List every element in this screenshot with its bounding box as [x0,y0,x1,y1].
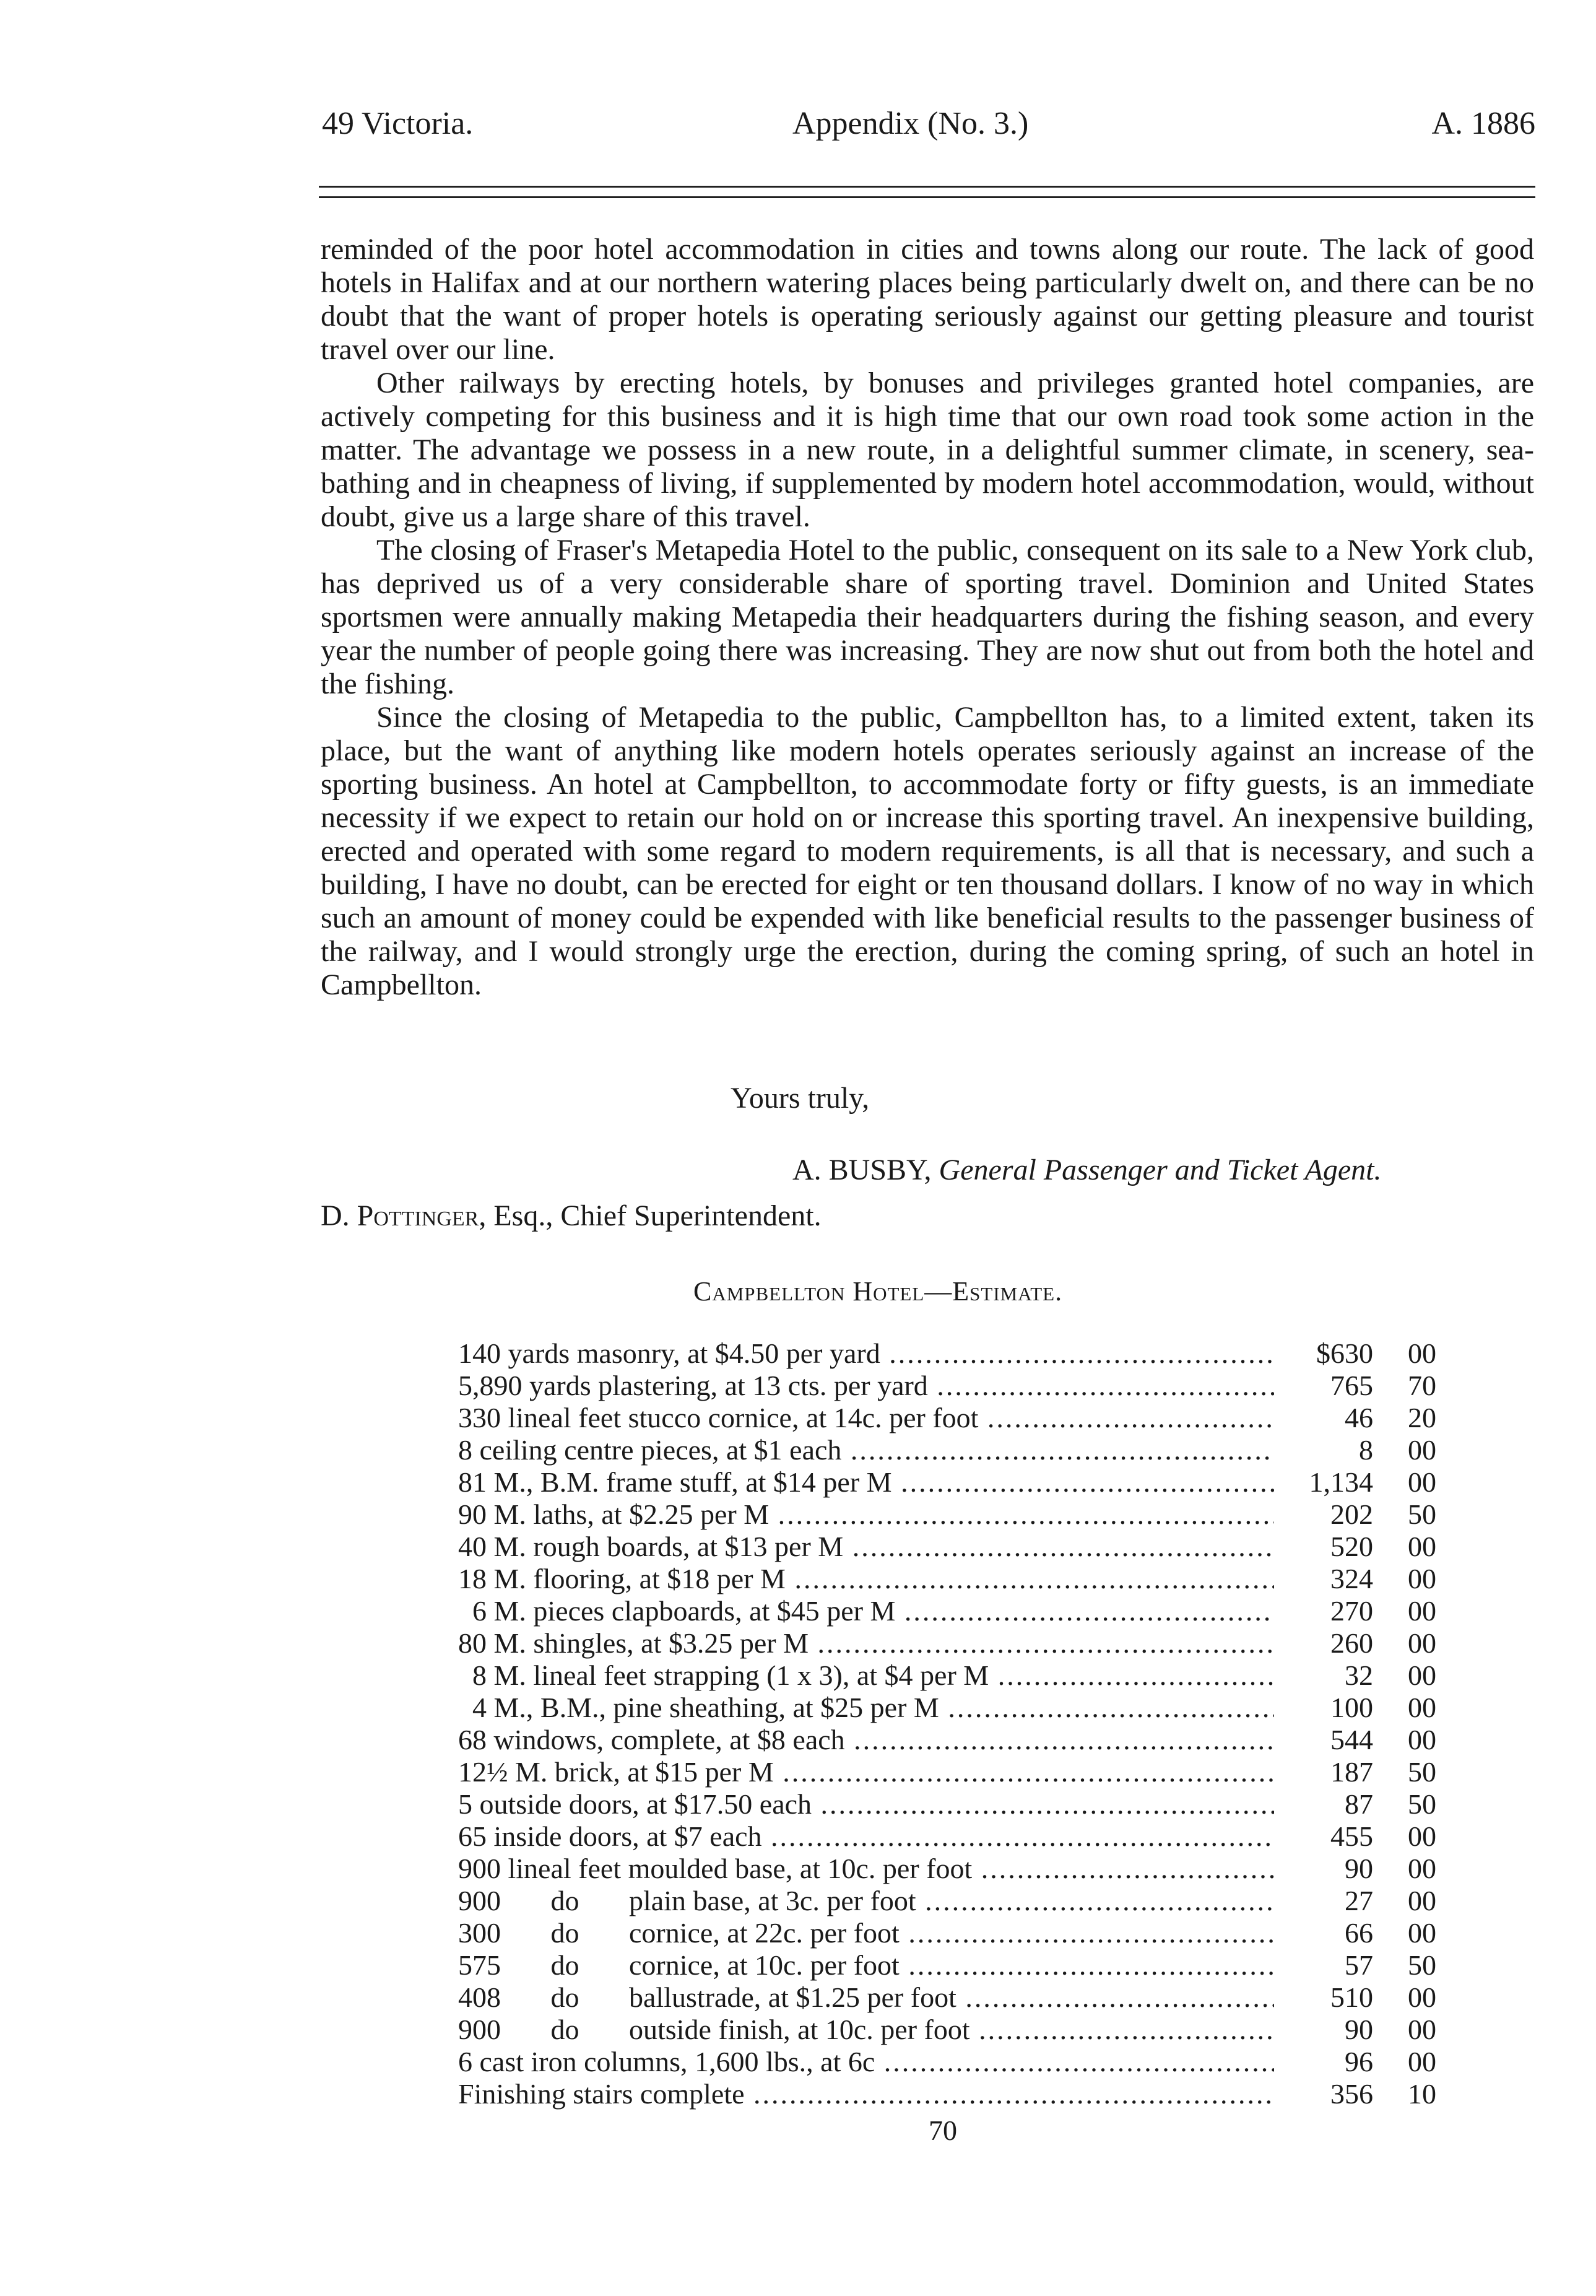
estimate-row [458,2014,1436,2046]
estimate-item-dollars: 8 [1359,1434,1373,1466]
estimate-item-description: 90 M. laths, at $2.25 per M ..... [458,1498,1274,1531]
estimate-item-description: 6 cast iron columns, 1,600 lbs., at 6c ..... [458,2046,1274,2078]
estimate-item-cents: 00 [1408,1981,1436,2013]
estimate-item-description: 18 M. flooring, at $18 per M ..... [458,1563,1274,1595]
estimate-item-cents: 50 [1408,1756,1436,1788]
estimate-item-description: 4 M., B.M., pine sheathing, at $25 per M ..... [458,1692,1274,1724]
estimate-item-cents: 00 [1408,1853,1436,1884]
estimate-row [458,1981,1436,2014]
estimate-item-cents: 00 [1408,1820,1436,1852]
estimate-row [458,1498,1436,1531]
estimate-item-dollars: 1,134 [1309,1466,1373,1498]
running-header [322,93,1535,142]
estimate-row [458,1627,1436,1659]
estimate-row [458,2078,1436,2110]
estimate-title: Campbellton Hotel—Estimate. [693,1276,1063,1307]
estimate-item-dollars: 90 [1345,1853,1373,1884]
estimate-item-description: 65 inside doors, at $7 each ..... [458,1820,1274,1853]
paragraph: The closing of Fraser's Metapedia Hotel to the public, consequent on its sale to a New York club, has deprived us of a very considerable share of sporting travel. Dominion and United States sportsmen were annually making Metapedia their headquarters during the fishing season, and every year the number of people going there was increasing. They are now shut out from both the hotel and the fishing. [321,534,1534,700]
recipient-line [321,1199,822,1233]
estimate-item-description: 330 lineal feet stucco cornice, at 14c. per foot ..... [458,1402,1274,1434]
letter-closing: Yours truly, [731,1082,870,1115]
paragraph: Since the closing of Metapedia to the public, Campbellton has, to a limited extent, taken its place, but the want of anything like modern hotels operates seriously against an increase of the sporting business. An hotel at Campbellton, to accommodate forty or fifty guests, is an immediate necessity if we expect to retain our hold on or increase this sporting travel. An inexpensive building, erected and operated with some regard to modern requirements, is all that is necessary, and such a building, I have no doubt, can be erected for eight or ten thousand dollars. I know of no way in which such an amount of money could be expended with like beneficial results to the passenger business of the railway, and I would strongly urge the erection, during the coming spring, of such an hotel in Campbellton. [321,701,1534,1001]
estimate-item-dollars: 510 [1330,1981,1373,2013]
estimate-item-description: 8 ceiling centre pieces, at $1 each ..... [458,1434,1274,1466]
estimate-item-description: 575 do cornice, at 10c. per foot ..... [458,1949,1274,1981]
estimate-row [458,1595,1436,1627]
estimate-item-dollars: 90 [1345,2014,1373,2045]
estimate-row [458,1370,1436,1402]
estimate-item-cents: 00 [1408,1692,1436,1723]
estimate-row [458,1531,1436,1563]
estimate-item-description: 80 M. shingles, at $3.25 per M ..... [458,1627,1274,1659]
estimate-item-cents: 50 [1408,1788,1436,1820]
estimate-row [458,1402,1436,1434]
estimate-item-description: 300 do cornice, at 22c. per foot ..... [458,1917,1274,1949]
estimate-item-dollars: 57 [1345,1949,1373,1981]
paragraph: reminded of the poor hotel accommodation in cities and towns along our route. The lack of good hotels in Halifax and at our northern watering places being particularly dwelt on, and there can be no doubt that the want of proper hotels is operating seriously against our getting pleasure and tourist travel over our line. [321,233,1534,366]
estimate-item-dollars: 96 [1345,2046,1373,2077]
estimate-row [458,1337,1436,1370]
estimate-item-dollars: 27 [1345,1885,1373,1916]
estimate-item-description: 6 M. pieces clapboards, at $45 per M ..... [458,1595,1274,1627]
estimate-item-cents: 00 [1408,2046,1436,2077]
estimate-item-dollars: 544 [1330,1724,1373,1755]
estimate-row [458,1917,1436,1949]
estimate-item-cents: 70 [1408,1370,1436,1401]
estimate-item-dollars: 202 [1330,1498,1373,1530]
estimate-item-cents: 50 [1408,1949,1436,1981]
signer-name: A. BUSBY, [792,1154,932,1186]
estimate-row [458,2046,1436,2078]
estimate-item-cents: 00 [1408,1627,1436,1659]
page-number: 70 [929,2115,957,2146]
estimate-item-cents: 00 [1408,1466,1436,1498]
estimate-item-dollars: 455 [1330,1820,1373,1852]
estimate-row [458,1949,1436,1981]
estimate-item-cents: 00 [1408,1337,1436,1369]
estimate-item-description: 12½ M. brick, at $15 per M ..... [458,1756,1274,1788]
estimate-item-cents: 00 [1408,2014,1436,2045]
estimate-item-description: Finishing stairs complete ..... [458,2078,1274,2110]
recipient-name: Pottinger [357,1199,479,1232]
estimate-item-description: 5 outside doors, at $17.50 each ..... [458,1788,1274,1820]
estimate-row [458,1466,1436,1498]
estimate-item-cents: 00 [1408,1531,1436,1562]
estimate-item-dollars: 260 [1330,1627,1373,1659]
recipient-title: , Esq., Chief Superintendent. [479,1199,822,1232]
estimate-item-dollars: 324 [1330,1563,1373,1594]
estimate-item-dollars: 520 [1330,1531,1373,1562]
letter-body [321,233,1534,1002]
estimate-item-cents: 00 [1408,1563,1436,1594]
estimate-item-description: 81 M., B.M. frame stuff, at $14 per M ..... [458,1466,1274,1498]
estimate-item-dollars: 100 [1330,1692,1373,1723]
estimate-row [458,1756,1436,1788]
estimate-row [458,1563,1436,1595]
estimate-row [458,1692,1436,1724]
estimate-row [458,1434,1436,1466]
estimate-item-description: 40 M. rough boards, at $13 per M ..... [458,1531,1274,1563]
estimate-item-cents: 00 [1408,1659,1436,1691]
header-appendix: Appendix (No. 3.) [792,106,1029,141]
estimate-row [458,1659,1436,1692]
estimate-item-description: 140 yards masonry, at $4.50 per yard ..... [458,1337,1274,1370]
estimate-item-dollars: 32 [1345,1659,1373,1691]
estimate-item-description: 408 do ballustrade, at $1.25 per foot ..... [458,1981,1274,2014]
estimate-item-description: 900 do plain base, at 3c. per foot ..... [458,1885,1274,1917]
signer-role: General Passenger and Ticket Agent. [939,1154,1382,1186]
estimate-item-dollars: $630 [1316,1337,1373,1369]
estimate-row [458,1820,1436,1853]
estimate-item-description: 5,890 yards plastering, at 13 cts. per yard ..... [458,1370,1274,1402]
estimate-table [458,1337,1436,2110]
estimate-item-dollars: 270 [1330,1595,1373,1627]
recipient-initial: D. [321,1199,357,1232]
estimate-item-cents: 00 [1408,1724,1436,1755]
estimate-row [458,1724,1436,1756]
estimate-row [458,1788,1436,1820]
paragraph: Other railways by erecting hotels, by bonuses and privileges granted hotel companies, are actively competing for this business and it is high time that our own road took some action in the matter. The advantage we possess in a new route, in a delightful summer climate, in scenery, sea-bathing and in cheapness of living, if supplemented by modern hotel accommodation, would, without doubt, give us a large share of this travel. [321,367,1534,533]
estimate-item-cents: 00 [1408,1595,1436,1627]
estimate-item-cents: 00 [1408,1917,1436,1949]
estimate-item-cents: 20 [1408,1402,1436,1433]
estimate-item-description: 68 windows, complete, at $8 each ..... [458,1724,1274,1756]
estimate-item-dollars: 87 [1345,1788,1373,1820]
estimate-row [458,1853,1436,1885]
estimate-item-cents: 50 [1408,1498,1436,1530]
header-session: 49 Victoria. [322,106,474,141]
estimate-item-cents: 00 [1408,1434,1436,1466]
estimate-item-cents: 00 [1408,1885,1436,1916]
estimate-row [458,1885,1436,1917]
estimate-item-cents: 10 [1408,2078,1436,2110]
header-year: A. 1886 [1431,106,1535,141]
header-double-rule [319,186,1535,198]
estimate-item-description: 900 lineal feet moulded base, at 10c. per foot ..... [458,1853,1274,1885]
estimate-item-dollars: 66 [1345,1917,1373,1949]
estimate-item-dollars: 187 [1330,1756,1373,1788]
estimate-item-dollars: 765 [1330,1370,1373,1401]
estimate-item-dollars: 46 [1345,1402,1373,1433]
estimate-item-dollars: 356 [1330,2078,1373,2110]
estimate-item-description: 8 M. lineal feet strapping (1 x 3), at $4 per M ..... [458,1659,1274,1692]
estimate-item-description: 900 do outside finish, at 10c. per foot ..... [458,2014,1274,2046]
signature-line [792,1153,1382,1187]
